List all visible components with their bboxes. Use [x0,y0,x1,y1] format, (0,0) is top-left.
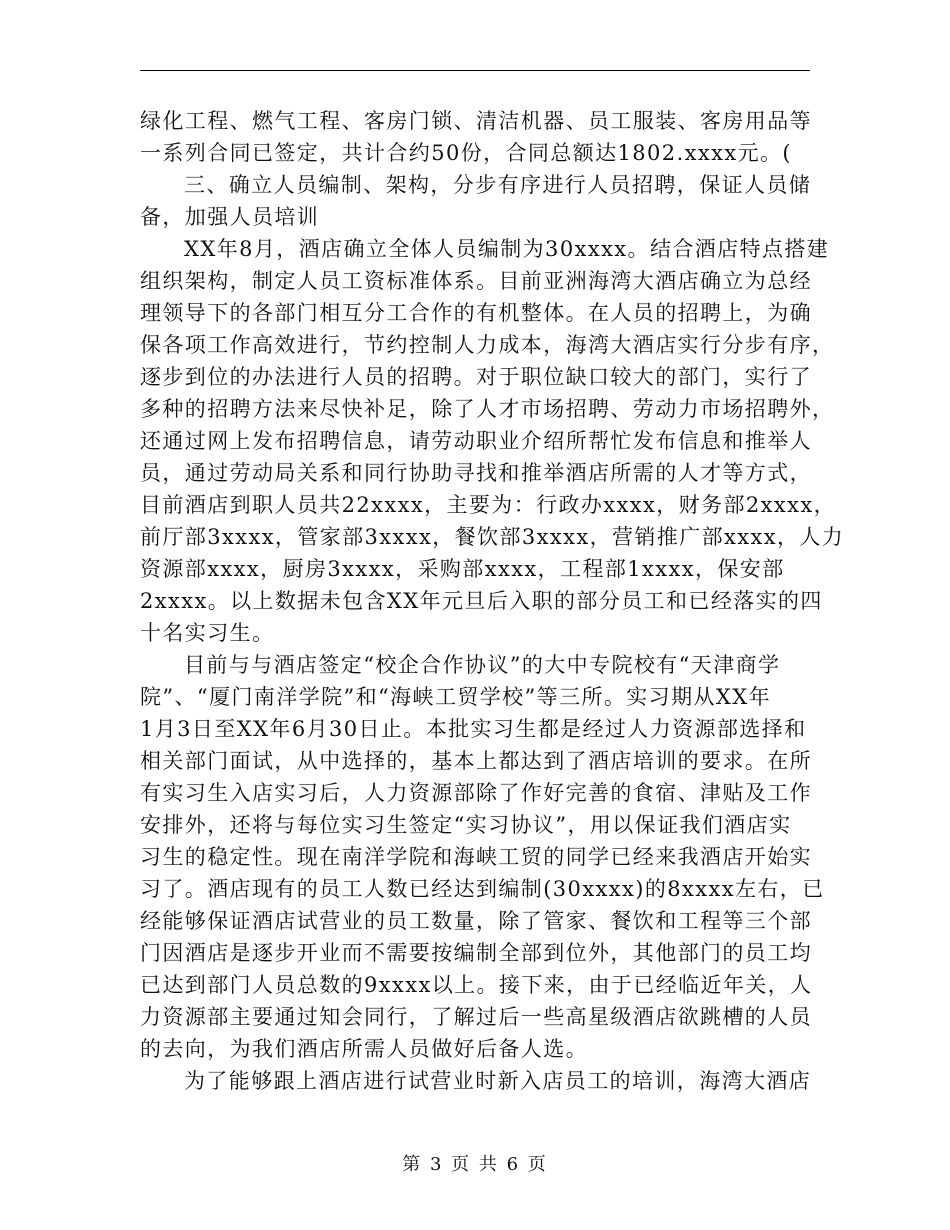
text-line: XX年8月，酒店确立全体人员编制为30xxxx。结合酒店特点搭建 [184,237,830,261]
text-line: 三、确立人员编制、架构，分步有序进行人员招聘，保证人员储 [184,173,812,197]
text-line: 绿化工程、燃气工程、客房门锁、清洁机器、员工服装、客房用品等 [140,109,812,133]
text-line: 目前酒店到职人员共22xxxx，主要为：行政办xxxx，财务部2xxxx， [140,493,836,517]
text-line: 还通过网上发布招聘信息，请劳动职业介绍所帮忙发布信息和推举人 [140,429,812,453]
text-line: 员，通过劳动局关系和同行协助寻找和推举酒店所需的人才等方式， [140,461,812,485]
text-line: 目前与与酒店签定“校企合作协议”的大中专院校有“天津商学 [184,653,781,677]
text-line: 1月3日至XX年6月30日止。本批实习生都是经过人力资源部选择和 [140,717,807,741]
header-rule [140,70,810,71]
text-line: 前厅部3xxxx，管家部3xxxx，餐饮部3xxxx，营销推广部xxxx，人力 [140,525,845,549]
text-line: 2xxxx。以上数据未包含XX年元旦后入职的部分员工和已经落实的四 [140,589,823,613]
text-line: 相关部门面试，从中选择的，基本上都达到了酒店培训的要求。在所 [140,749,812,773]
text-line: 力资源部主要通过知会同行，了解过后一些高星级酒店欲跳槽的人员 [140,1005,812,1029]
text-line: 习生的稳定性。现在南洋学院和海峡工贸的同学已经来我酒店开始实 [140,845,812,869]
page-footer: 第 3 页 共 6 页 [402,1154,548,1175]
text-line: 门因酒店是逐步开业而不需要按编制全部到位外，其他部门的员工均 [140,941,812,965]
text-line: 备，加强人员培训 [140,205,320,229]
text-line: 组织架构，制定人员工资标准体系。目前亚洲海湾大酒店确立为总经 [140,269,812,293]
text-line: 多种的招聘方法来尽快补足，除了人才市场招聘、劳动力市场招聘外， [140,397,835,421]
text-line: 十名实习生。 [140,621,275,645]
text-line: 为了能够跟上酒店进行试营业时新入店员工的培训，海湾大酒店 [184,1069,812,1093]
text-line: 院”、“厦门南洋学院”和“海峡工贸学校”等三所。实习期从XX年 [140,685,771,709]
text-line: 习了。酒店现有的员工人数已经达到编制(30xxxx)的8xxxx左右，已 [140,877,825,901]
text-line: 经能够保证酒店试营业的员工数量，除了管家、餐饮和工程等三个部 [140,909,812,933]
text-line: 的去向，为我们酒店所需人员做好后备人选。 [140,1037,588,1061]
text-line: 逐步到位的办法进行人员的招聘。对于职位缺口较大的部门，实行了 [140,365,812,389]
text-line: 资源部xxxx，厨房3xxxx，采购部xxxx，工程部1xxxx，保安部 [140,557,785,581]
text-line: 已达到部门人员总数的9xxxx以上。接下来，由于已经临近年关，人 [140,973,813,997]
text-line: 有实习生入店实习后，人力资源部除了作好完善的食宿、津贴及工作 [140,781,812,805]
text-line: 保各项工作高效进行，节约控制人力成本，海湾大酒店实行分步有序， [140,333,835,357]
text-line: 安排外，还将与每位实习生签定“实习协议”，用以保证我们酒店实 [140,813,792,837]
text-line: 理领导下的各部门相互分工合作的有机整体。在人员的招聘上，为确 [140,301,812,325]
document-body [140,105,845,1097]
text-line: 一系列合同已签定，共计合约50份，合同总额达1802.xxxx元。( [140,141,793,165]
